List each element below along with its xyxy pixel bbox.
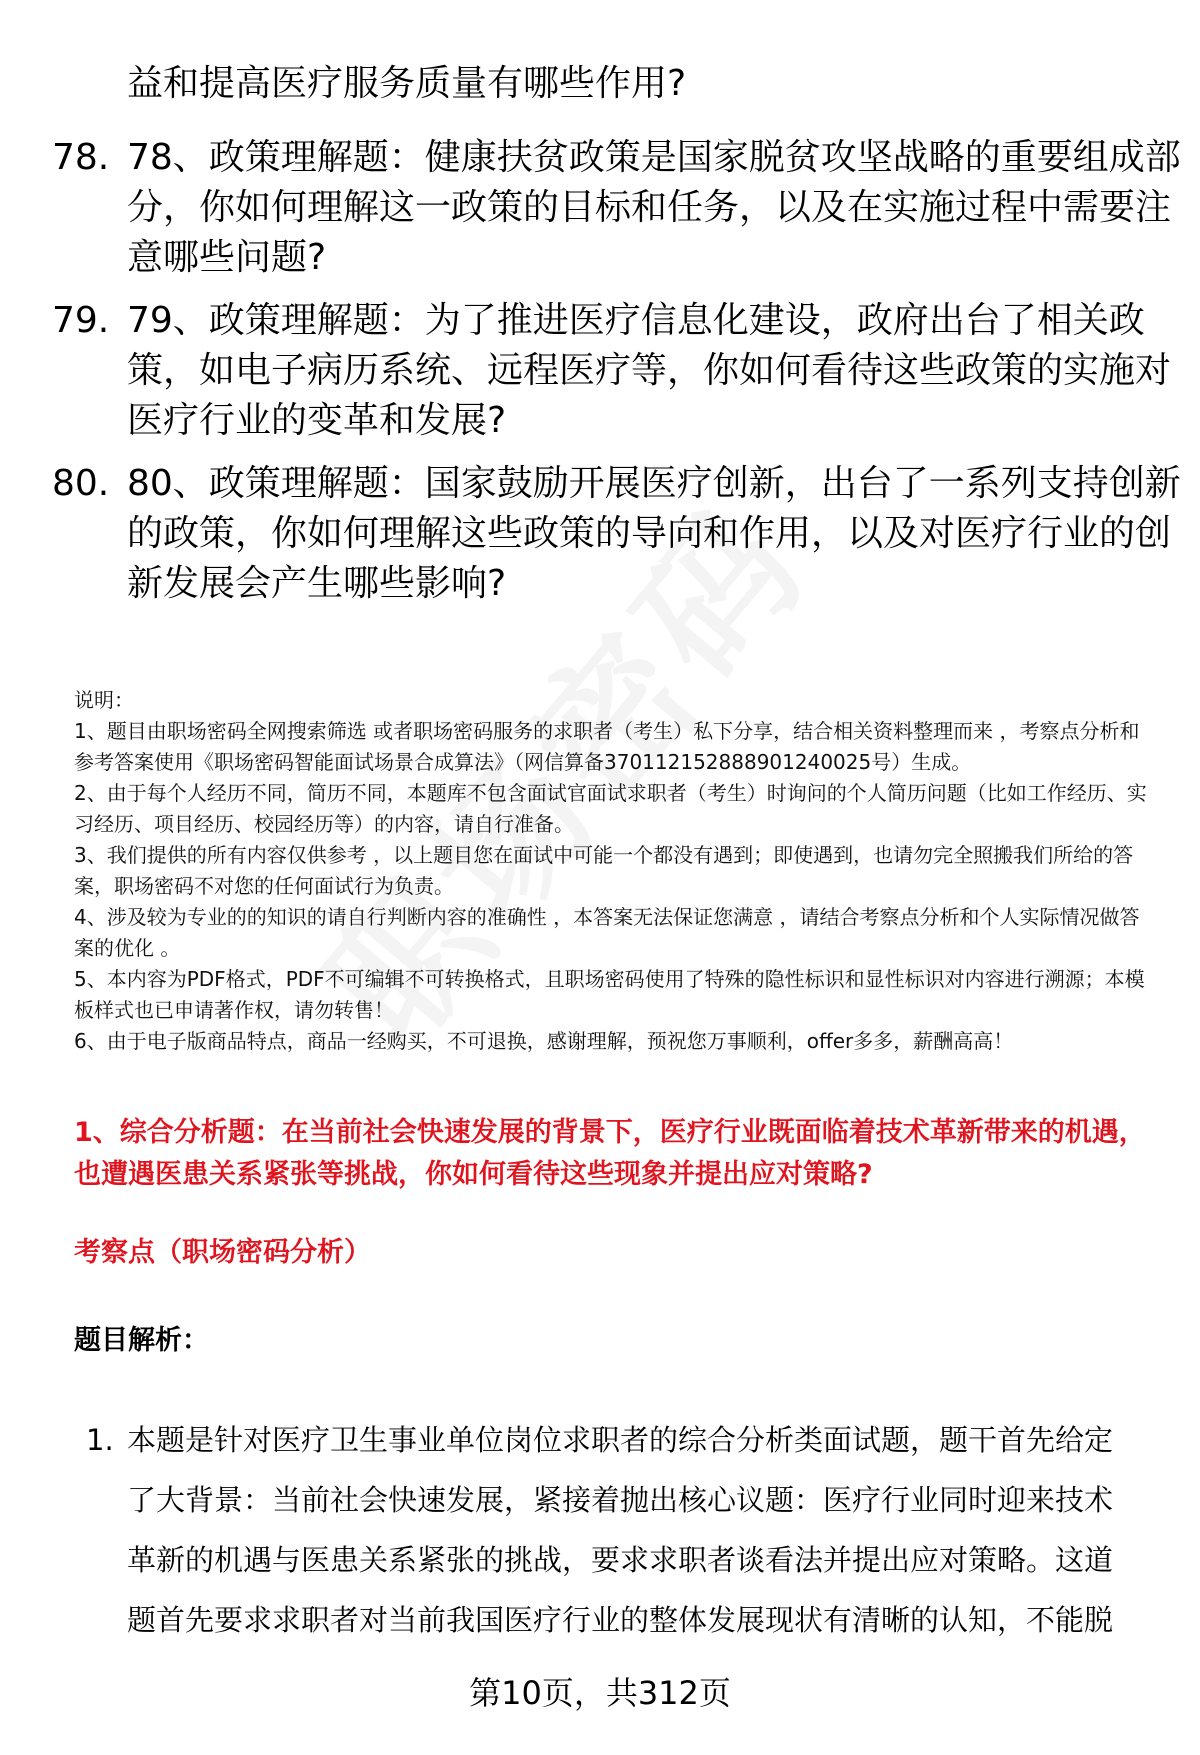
note-item: 1、题目由职场密码全网搜索筛选 或者职场密码服务的求职者（考生）私下分享，结合相关资料整理而来 ，考察点分析和参考答案使用《职场密码智能面试场景合成算法》（网信算备370112152888901240025号）生成。 [74, 719, 1140, 774]
note-item: 2、由于每个人经历不同，简历不同，本题库不包含面试官面试求职者（考生）时询问的个人简历问题（比如工作经历、实习经历、项目经历、校园经历等）的内容，请自行准备。 [74, 781, 1147, 836]
note-item: 6、由于电子版商品特点，商品一经购买，不可退换，感谢理解，预祝您万事顺利，offer多多，薪酬高高！ [74, 1029, 1014, 1053]
question-number: 79. [52, 300, 110, 341]
page-footer: 第10页，共312页 [469, 1674, 731, 1712]
continued-question-text: 益和提高医疗服务质量有哪些作用? [127, 63, 687, 104]
note-item: 3、我们提供的所有内容仅供参考 ，以上题目您在面试中可能一个都没有遇到；即使遇到，也请勿完全照搬我们所给的答案，职场密码不对您的任何面试行为负责。 [74, 843, 1134, 898]
analysis-title: 题目解析： [74, 1325, 209, 1356]
key-point-label: 考察点（职场密码分析） [74, 1237, 371, 1268]
analysis-item-number: 1. [86, 1423, 114, 1457]
question-text: 78、政策理解题：健康扶贫政策是国家脱贫攻坚战略的重要组成部分，你如何理解这一政策的目标和任务，以及在实施过程中需要注意哪些问题? [127, 137, 1181, 278]
note-item: 5、本内容为PDF格式，PDF不可编辑不可转换格式，且职场密码使用了特殊的隐性标识和显性标识对内容进行溯源；本模板样式也已申请著作权，请勿转售！ [74, 967, 1145, 1022]
analysis-item-text: 本题是针对医疗卫生事业单位岗位求职者的综合分析类面试题，题干首先给定了大背景：当前社会快速发展，紧接着抛出核心议题：医疗行业同时迎来技术革新的机遇与医患关系紧张的挑战，要求求职者谈看法并提出应对策略。这道题首先要求求职者对当前我国医疗行业的整体发展现状有清晰的认知，不能脱 [127, 1423, 1114, 1637]
main-question-heading: 1、综合分析题：在当前社会快速发展的背景下，医疗行业既面临着技术革新带来的机遇，也遭遇医患关系紧张等挑战，你如何看待这些现象并提出应对策略? [74, 1117, 1146, 1190]
question-text: 79、政策理解题：为了推进医疗信息化建设，政府出台了相关政策，如电子病历系统、远程医疗等，你如何看待这些政策的实施对医疗行业的变革和发展? [127, 300, 1172, 441]
notes-section [74, 685, 1154, 1057]
question-text: 80、政策理解题：国家鼓励开展医疗创新，出台了一系列支持创新的政策，你如何理解这些政策的导向和作用，以及对医疗行业的创新发展会产生哪些影响? [127, 463, 1181, 604]
note-item: 4、涉及较为专业的的知识的请自行判断内容的准确性 ，本答案无法保证您满意 ，请结合考察点分析和个人实际情况做答案的优化 。 [74, 905, 1140, 960]
question-number: 78. [52, 137, 110, 178]
question-number: 80. [52, 463, 110, 504]
notes-title: 说明： [74, 688, 134, 712]
